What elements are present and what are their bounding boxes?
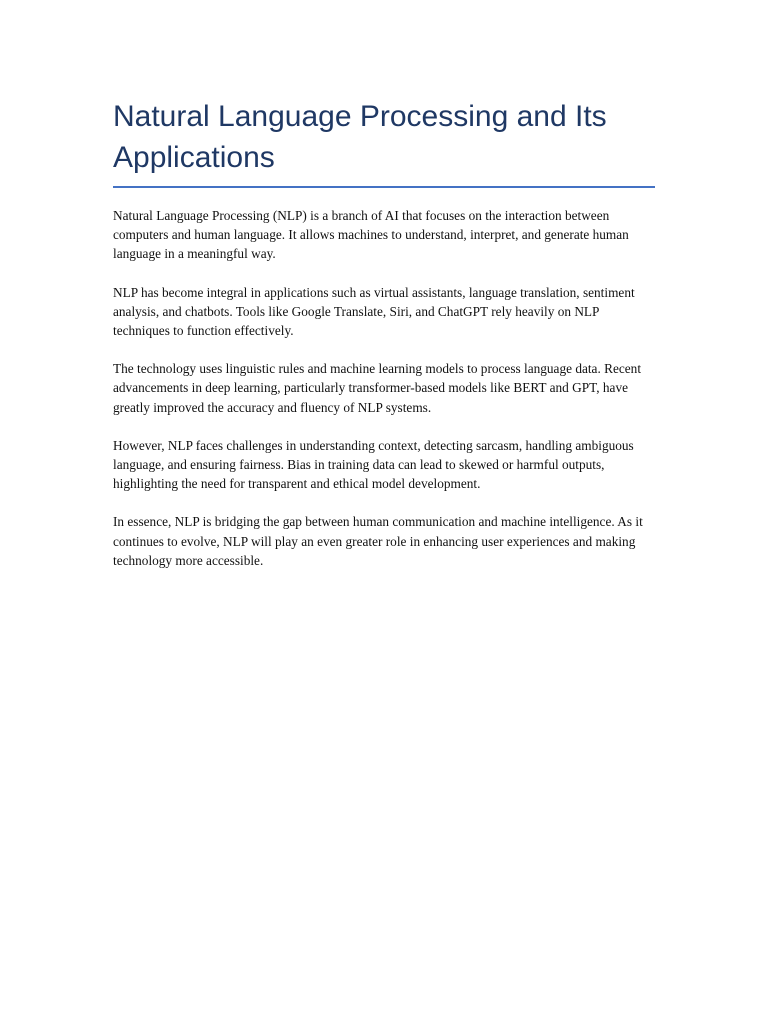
- paragraph: However, NLP faces challenges in understanding context, detecting sarcasm, handling ambiguous language, and ensuring fairness. Bias in training data can lead to skewed or harmful outputs, highlighting the need for transparent and ethical model development.: [113, 437, 634, 492]
- document-body: [113, 206, 655, 570]
- title-underline: [113, 186, 655, 188]
- paragraph: Natural Language Processing (NLP) is a branch of AI that focuses on the interaction between computers and human language. It allows machines to understand, interpret, and generate human language in a meaningful way.: [113, 208, 629, 262]
- paragraph: In essence, NLP is bridging the gap between human communication and machine intelligence. As it continues to evolve, NLP will play an even greater role in enhancing user experiences and making technology more accessible.: [113, 514, 643, 568]
- paragraph: The technology uses linguistic rules and machine learning models to process language data. Recent advancements in deep learning, particularly transformer-based models like BERT and GPT, have greatly improved the accuracy and fluency of NLP systems.: [113, 361, 642, 415]
- document-title: Natural Language Processing and Its Applications: [113, 100, 607, 174]
- paragraph: NLP has become integral in applications such as virtual assistants, language translation, sentiment analysis, and chatbots. Tools like Google Translate, Siri, and ChatGPT rely heavily on NLP techniques to function effectively.: [113, 284, 635, 339]
- document-content: [113, 96, 655, 589]
